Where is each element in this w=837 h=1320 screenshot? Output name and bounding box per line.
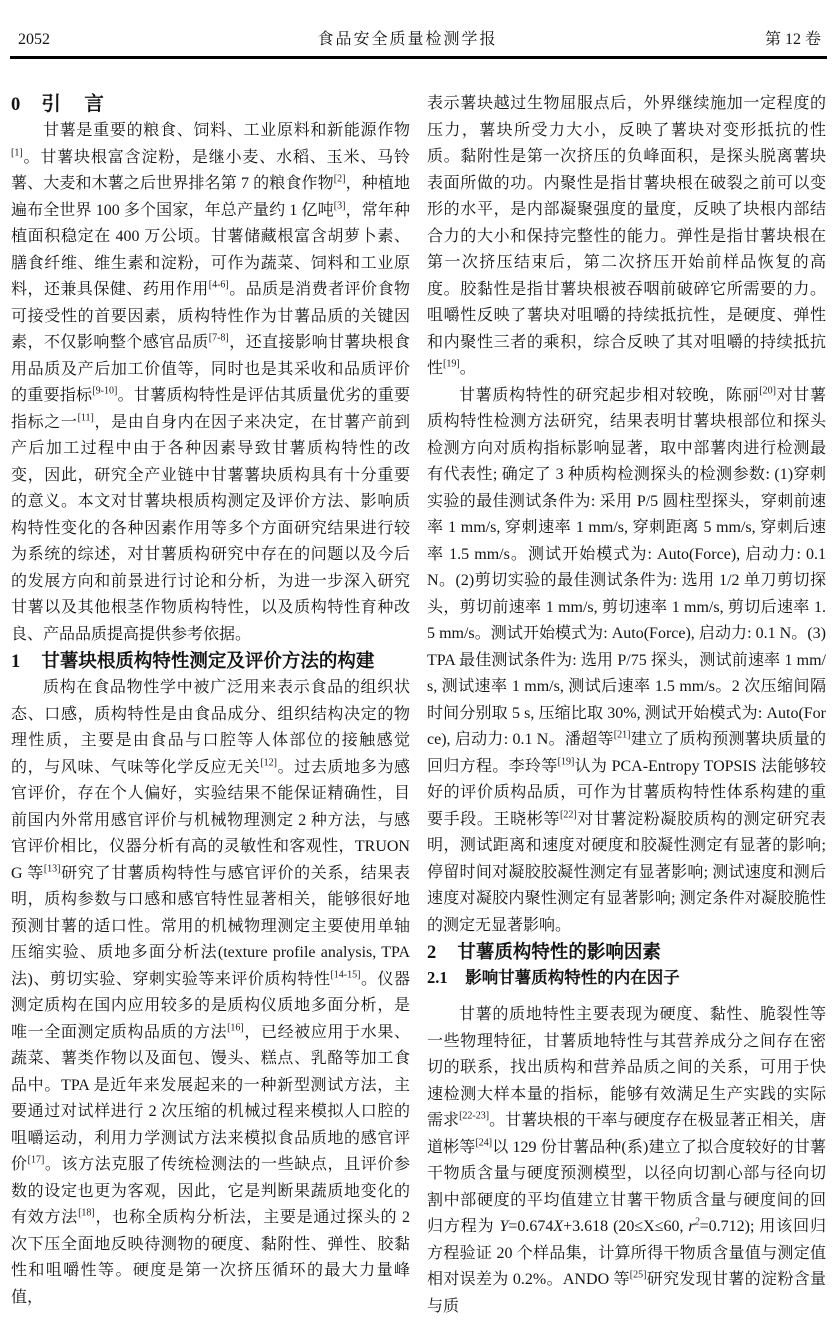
two-column-body — [0, 59, 837, 1320]
section-title: 引 言 — [41, 93, 106, 115]
subsection-title: 影响甘薯质构特性的内在因子 — [465, 969, 680, 987]
right-column — [427, 91, 826, 1320]
section-heading-0 — [11, 91, 410, 118]
section-title: 甘薯块根质构特性测定及评价方法的构建 — [41, 650, 375, 671]
page-number: 2052 — [18, 31, 50, 48]
paragraph-introduction: 甘薯是重要的粮食、饲料、工业原料和新能源作物[1]。甘薯块根富含淀粉，是继小麦、水稻、玉米、马铃薯、大麦和木薯之后世界排名第 7 的粮食作物[2]，种植地遍布全世界 100 多个国家，年总产量约 1 亿吨[3]，常年种植面积稳定在 400 万公顷。甘薯储藏根富含胡萝卜素、膳食纤维、维生素和淀粉，可作为蔬菜、饲料和工业原料，还兼具保健、药用作用[4-6]。品质是消费者评价食物可接受性的首要因素，质构特性作为甘薯品质的关键因素，不仅影响整个感官品质[7-8]，还直接影响甘薯块根食用品质及产后加工价值等，同时也是其采收和品质评价的重要指标[9-10]。甘薯质构特性是评估其质量优劣的重要指标之一[11]，是由自身内在因子来决定，在甘薯产前到产后加工过程中由于各种因素导致甘薯质构特性的改变，因此，研究全产业链中甘薯薯块质构具有十分重要的意义。本文对甘薯块根质构测定及评价方法、影响质构特性变化的各种因素作用等多个方面研究结果进行较为系统的综述，对甘薯质构研究中存在的问题以及今后的发展方向和前景进行讨论和分析，为进一步深入研究甘薯以及其他根茎作物质构特性，以及质构特性育种改良、产品品质提高提供参考依据。 — [11, 122, 410, 643]
paragraph-tpa-continued: 表示薯块越过生物屈服点后，外界继续施加一定程度的压力，薯块所受力大小，反映了薯块对变形抵抗的性质。黏附性是第一次挤压的负峰面积，是探头脱离薯块表面所做的功。内聚性是指甘薯块根在破裂之前可以变形的水平，是内部凝聚强度的量度，反映了块根内部结合力的大小和保持完整性的能力。弹性是指甘薯块根在第一次挤压结束后，第二次挤压开始前样品恢复的高度。胶黏性是指甘薯块根被吞咽前破碎它所需要的力。咀嚼性反映了薯块对咀嚼的持续抵抗性，是硬度、弹性和内聚性三者的乘积，综合反映了其对咀嚼的持续抵抗性[19]。 — [427, 95, 826, 377]
volume-label: 第 12 卷 — [764, 31, 821, 48]
journal-title: 食品安全质量检测学报 — [317, 31, 498, 48]
subsection-heading-2-1 — [427, 966, 826, 990]
section-number: 1 — [11, 652, 21, 672]
section-heading-2 — [427, 939, 826, 966]
section-number: 0 — [11, 95, 21, 115]
paragraph-internal-factors: 甘薯的质地特性主要表现为硬度、黏性、脆裂性等一些物理特征，甘薯质地特性与其营养成分之间存在密切的联系，找出质构和营养品质之间的关系，可用于快速检测大样本量的指标，能够有效满足生产实践的实际需求[22-23]。甘薯块根的干率与硬度存在极显著正相关，唐道彬等[24]以 129 份甘薯品种(系)建立了拟合度较好的甘薯干物质含量与硬度预测模型，以径向切割心部与径向切割中部硬度的平均值建立甘薯干物质含量与硬度间的回归方程为 Y=0.674X+3.618 (20≤X≤60, $r^2=0.712$); 用该回归方程验证 20 个样品集，计算所得干物质含量值与测定值相对误差为 0.2%。ANDO 等[25]研究发现甘薯的淀粉含量与质 — [427, 1006, 826, 1315]
section-title: 甘薯质构特性的影响因素 — [457, 941, 661, 962]
running-header — [0, 0, 837, 56]
section-number: 2 — [427, 943, 437, 963]
subsection-number: 2.1 — [427, 968, 448, 987]
paragraph-detection-parameters: 甘薯质构特性的研究起步相对较晚，陈丽[20]对甘薯质构特性检测方法研究，结果表明甘薯块根部位和探头检测方向对质构指标影响显著，取中部薯肉进行检测最有代表性; 确定了 3 种质构检测探头的检测参数: (1)穿刺实验的最佳测试条件为: 采用 P/5 圆柱型探头，穿刺前速率 1 mm/s, 穿刺速率 1 mm/s, 穿刺距离 5 mm/s, 穿刺后速率 1.5 mm/s。测试开始模式为: Auto(Force), 启动力: 0.1 N。(2)剪切实验的最佳测试条件为: 选用 1/2 单刀剪切探头，剪切前速率 1 mm/s, 剪切速率 1 mm/s, 剪切后速率 1.5 mm/s。测试开始模式为: Auto(Force), 启动力: 0.1 N。(3)TPA 最佳测试条件为: 选用 P/75 探头，测试前速率 1 mm/s, 测试速率 1 mm/s, 测试后速率 1.5 mm/s。2 次压缩间隔时间分别取 5 s, 压缩比取 30%, 测试开始模式为: Auto(Force), 启动力: 0.1 N。潘超等[21]建立了质构预测薯块质量的回归方程。李玲等[19]认为 PCA-Entropy TOPSIS 法能够较好的评价质构品质，可作为甘薯质构特性体系构建的重要手段。王晓彬等[22]对甘薯淀粉凝胶质构的测定研究表明，测试距离和速度对硬度和胶凝性测定有显著的影响; 停留时间对凝胶胶凝性测定有显著影响; 测试速度和测后速度对凝胶内聚性测定有显著影响; 测定条件对凝胶脆性的测定无显著影响。 — [427, 385, 826, 934]
paragraph-texture-methods: 质构在食品物性学中被广泛用来表示食品的组织状态、口感，质构特性是由食品成分、组织结构决定的物理性质，主要是由食品与口腔等人体部位的接触感觉的，与风味、气味等化学反应无关[12]。过去质地多为感官评价，存在个人偏好，实验结果不能保证精确性，目前国内外常用感官评价与机械物理测定 2 种方法，与感官评价相比，仪器分析有高的灵敏性和客观性，TRUONG 等[13]研究了甘薯质构特性与感官评价的关系，结果表明，质构参数与口感和感官特性显著相关，能够很好地预测甘薯的适口性。常用的机械物理测定主要使用单轴压缩实验、质地多面分析法(texture profile analysis, TPA 法)、剪切实验、穿刺实验等来评价质构特性[14-15]。仪器测定质构在国内应用较多的是质构仪质地多面分析，是唯一全面测定质构品质的方法[16]，已经被应用于水果、蔬菜、薯类作物以及面包、馒头、糕点、乳酪等加工食品中。TPA 是近年来发展起来的一种新型测试方法，主要通过对试样进行 2 次压缩的机械过程来模拟人口腔的咀嚼运动，利用力学测试方法来模拟食品质地的感官评价[17]。该方法克服了传统检测法的一些缺点，且评价参数的设定也更为客观，因此，它是判断果蔬质地变化的有效方法[18]，也称全质构分析法，主要是通过探头的 2 次下压全面地反映待测物的硬度、黏附性、弹性、胶黏性和咀嚼性等。硬度是第一次挤压循环的最大力量峰值， — [11, 679, 410, 1306]
section-heading-1 — [11, 648, 410, 675]
left-column — [11, 91, 410, 1320]
